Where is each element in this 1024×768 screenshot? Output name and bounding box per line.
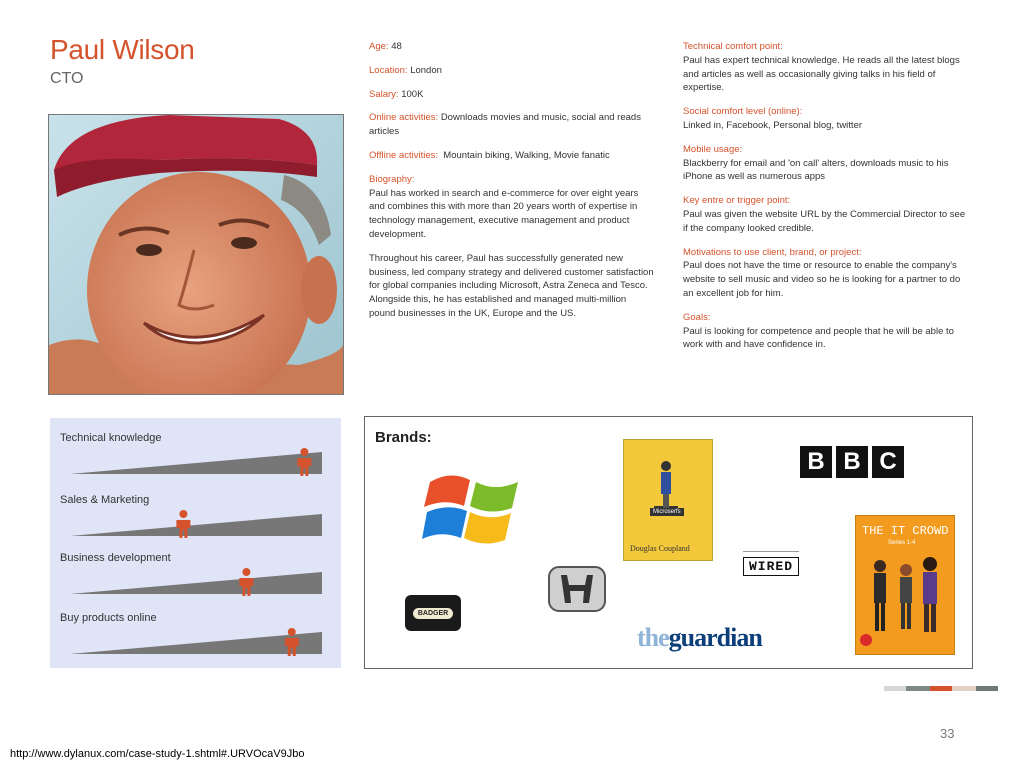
offline-activities-field [369,149,654,163]
book-title: Microserfs [650,508,684,516]
mobile-usage-section [683,143,968,184]
it-crowd-dvd-cover [855,515,955,655]
footer-strip [906,686,930,691]
page-number: 33 [940,726,955,741]
tech-comfort-section [683,40,968,95]
guardian-the: the [637,623,669,652]
biography-section [369,173,654,321]
skill-scale [50,496,341,542]
honda-logo-icon [547,565,607,613]
persona-portrait-illustration [49,115,343,394]
age-value: 48 [391,41,402,52]
biography-label: Biography: [369,173,415,185]
trigger-point-section [683,194,968,235]
skill-label: Technical knowledge [60,432,162,444]
bbc-letter: B [836,446,868,478]
skill-scale [50,434,341,480]
footer-strip [976,686,998,691]
goals-section [683,311,968,352]
book-figure-icon [646,458,686,528]
skill-label: Buy products online [60,612,157,624]
biography-paragraph: Paul has worked in search and e-commerce for over eight years and combines this with more than 20 years worth of expertise in technology management, executive management and product development. [369,187,639,240]
goals-value: Paul is looking for competence and people that he will be able to work with and have confidence in. [683,325,954,351]
brands-title: Brands: [375,429,432,446]
persona-title: CTO [50,70,84,87]
skills-panel [50,418,341,668]
social-comfort-label: Social comfort level (online): [683,106,803,118]
skill-scale-bar [70,514,322,536]
persona-details-column [369,40,654,331]
mobile-usage-label: Mobile usage: [683,143,743,155]
tech-comfort-label: Technical comfort point: [683,41,783,52]
mobile-usage-value: Blackberry for email and 'on call' alters, downloads music to his iPhone as well as numerous apps [683,157,949,183]
skill-scale [50,554,341,600]
skill-scale-bar [70,632,322,654]
it-crowd-characters-icon [866,550,944,640]
social-comfort-value: Linked in, Facebook, Personal blog, twitter [683,119,863,131]
it-crowd-subtitle: Series 1-4 [888,540,916,546]
guardian-name: guardian [668,623,762,652]
location-field [369,64,654,78]
microserfs-book-cover [623,439,713,561]
goals-label: Goals: [683,311,711,323]
salary-value: 100K [401,88,424,100]
bbc-letter: B [800,446,832,478]
book-author: Douglas Coupland [630,544,690,553]
skill-label: Sales & Marketing [60,494,150,506]
offline-activities-value: Mountain biking, Walking, Movie fanatic [443,149,610,161]
badger-wordmark: BADGER [413,608,453,619]
online-activities-value: Downloads movies and music, social and reads articles [369,112,641,138]
bbc-logo [800,446,904,478]
source-url: http://www.dylanux.com/case-study-1.shtml#.URVOcaV9Jbo [10,748,305,760]
footer-strip [952,686,976,691]
badger-logo [405,595,461,631]
footer-strip [930,686,952,691]
age-rating-icon [860,634,872,646]
windows-logo-icon [420,462,525,554]
location-value: London [410,64,442,76]
motivations-label: Motivations to use client, brand, or project: [683,246,862,258]
guardian-logo [637,623,762,653]
persona-name: Paul Wilson [50,34,195,65]
location-label: Location: [369,64,408,76]
online-activities-field [369,111,654,139]
salary-field [369,88,654,102]
age-field [369,40,654,54]
offline-activities-label: Offline activities: [369,149,438,161]
wired-wordmark: WIRED [743,557,799,576]
salary-label: Salary: [369,88,399,100]
it-crowd-title: THE IT CROWD [862,524,949,538]
age-label: Age: [369,41,389,52]
skill-scale-bar [70,452,322,474]
social-comfort-section [683,105,968,133]
bbc-letter: C [872,446,904,478]
motivations-section [683,246,968,301]
skill-scale-bar [70,572,322,594]
footer-strip [884,686,906,691]
tech-comfort-value: Paul has expert technical knowledge. He reads all the latest blogs and articles as well as occasionally giving talks in his field of expertise. [683,54,960,94]
online-activities-label: Online activities: [369,112,439,124]
wired-logo [743,551,799,576]
trigger-point-label: Key entre or trigger point: [683,195,791,207]
persona-behaviour-column [683,40,968,362]
biography-paragraph: Throughout his career, Paul has successfully generated new business, led company strategy and delivered customer satisfaction for global companies including Microsoft, Astra Zeneca and Tesco. Alongside this, he has established and managed multi-million pound businesses in the UK, Europe and the US. [369,252,654,319]
persona-photo [48,114,344,395]
skill-label: Business development [60,552,171,564]
motivations-value: Paul does not have the time or resource to enable the company's website to sell music and video so he is looking for a partner to do an excellent job for him. [683,260,961,299]
trigger-point-value: Paul was given the website URL by the Commercial Director to see if the company looked credible. [683,208,966,234]
skill-scale [50,614,341,660]
brands-panel [364,416,973,669]
